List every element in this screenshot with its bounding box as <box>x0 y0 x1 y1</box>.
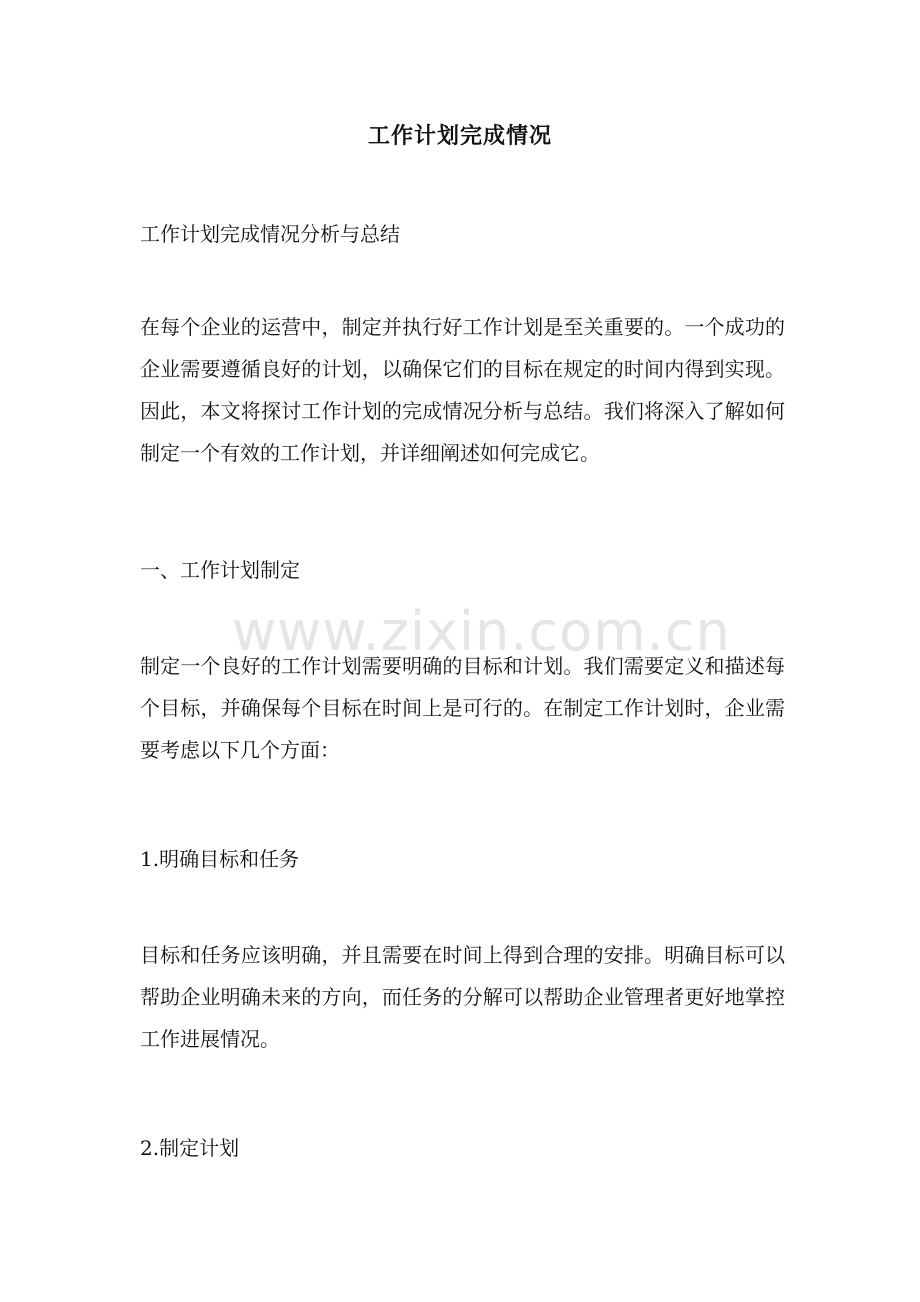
section1-heading: 一、工作计划制定 <box>140 558 300 582</box>
document-title: 工作计划完成情况 <box>367 123 552 149</box>
intro-paragraph: 在每个企业的运营中，制定并执行好工作计划是至关重要的。一个成功的企业需要遵循良好的计划，以确保它们的目标在规定的时间内得到实现。因此，本文将探讨工作计划的完成情况分析与总结。我们将深入了解如何制定一个有效的工作计划，并详细阐述如何完成它。 <box>140 315 785 465</box>
section1-paragraph: 制定一个良好的工作计划需要明确的目标和计划。我们需要定义和描述每个目标，并确保每个目标在时间上是可行的。在制定工作计划时，企业需要考虑以下几个方面： <box>140 654 785 762</box>
document-subtitle: 工作计划完成情况分析与总结 <box>140 222 400 246</box>
watermark: www.zixin.com.cn <box>232 600 731 663</box>
item1-paragraph: 目标和任务应该明确，并且需要在时间上得到合理的安排。明确目标可以帮助企业明确未来的方向，而任务的分解可以帮助企业管理者更好地掌控工作进展情况。 <box>140 943 785 1051</box>
item1-heading: 1.明确目标和任务 <box>140 847 300 871</box>
item2-heading: 2.制定计划 <box>140 1136 240 1160</box>
